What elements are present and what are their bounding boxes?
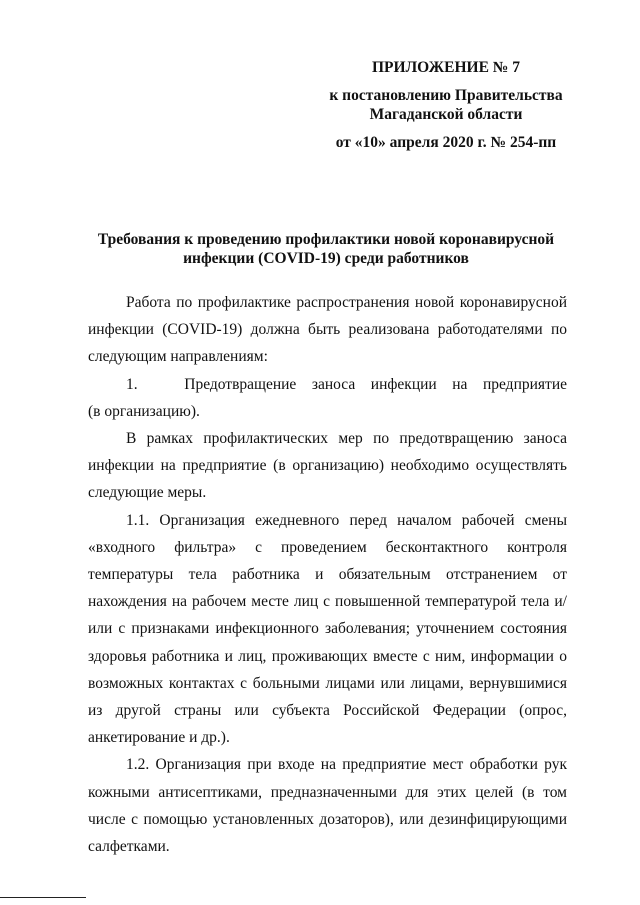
resolution-date-number: от «10» апреля 2020 г. № 254-пп (335, 134, 557, 151)
document-title: Требования к проведению профилактики новой коронавирусной инфекции (COVID-19) среди работников (97, 231, 555, 267)
paragraph-item-1-continuation: (в организацию). (88, 402, 200, 420)
paragraph-intro: Работа по профилактике распространения новой коронавирусной инфекции (COVID-19) должна быть реализована работодателями по следующим направлениям: (88, 294, 567, 366)
paragraph-measures: В рамках профилактических мер по предотвращению заноса инфекции на предприятие (в организацию) необходимо осуществлять следующие меры. (88, 430, 567, 502)
document-body (88, 289, 567, 860)
resolution-reference: к постановлению Правительства Магаданской области (329, 87, 563, 123)
paragraph-item-1-1: 1.1. Организация ежедневного перед началом рабочей смены «входного фильтра» с проведением бесконтактного контроля температуры тела работника и обязательным отстранением от нахождения на рабочем месте лиц с повышенной температурой тела и/или с признаками инфекционного заболевания; уточнением состояния здоровья работника и лиц, проживающих вместе с ним, информации о возможных контактах с больными лицами или лицами, вернувшимися из другой страны или субъекта Российской Федерации (опрос, анкетирование и др.). (88, 511, 567, 747)
paragraph-item-1-2: 1.2. Организация при входе на предприятие мест обработки рук кожными антисептиками, предназначенными для этих целей (в том числе с помощью установленных дозаторов), или дезинфицирующими салфетками. (88, 756, 567, 856)
appendix-header (300, 58, 592, 152)
appendix-number: ПРИЛОЖЕНИЕ № 7 (372, 59, 520, 76)
paragraph-item-1: 1. Предотвращение заноса инфекции на предприятие (126, 375, 567, 393)
footnote-divider (0, 897, 86, 898)
